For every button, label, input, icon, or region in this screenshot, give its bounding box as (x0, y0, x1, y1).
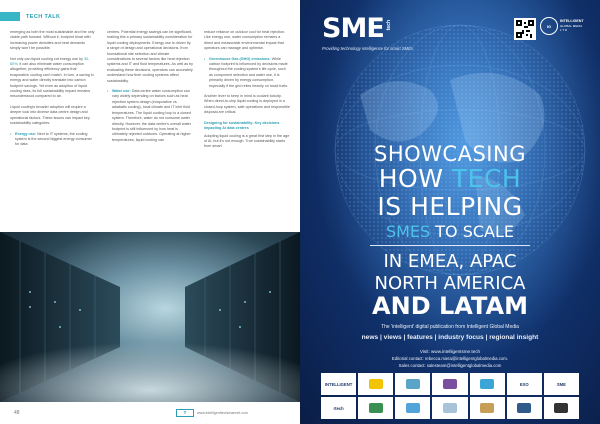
intelligent-global-media-logo (540, 17, 594, 35)
headline-line-2a: HOW (378, 164, 452, 193)
sponsor-logo-icon (443, 379, 457, 389)
igm-name: INTELLIGENT (560, 19, 584, 24)
sales-contact[interactable]: Sales contact: salesteam@intelligentglobalmedia.com (398, 363, 502, 368)
headline-line-5: IN EMEA, APAC (383, 251, 517, 272)
headline-line-6: NORTH AMERICA (374, 273, 526, 294)
col3-subheading: Designing for sustainability: Key decisions impacting AI data centres (204, 120, 280, 131)
headline-line-2 (300, 166, 600, 191)
bullet-label-water: Water use: (112, 89, 131, 94)
section-tab (0, 12, 60, 21)
sponsor-logo-icon (517, 403, 531, 413)
bullet-text-ghg: While carbon footprint is influenced by decisions made throughout the cooling system's life cycle, such as component selection and water use, it is primarily driven by energy consumption, especially if the grid relies heavily on fossil fuels. (209, 56, 289, 88)
col1-paragraph-3: Liquid cooling's broader adoption will require a deeper look into diverse data centre design and operational factors. These issues can impact key sustainability categories: (10, 104, 90, 126)
col1-bullet-energy (10, 132, 96, 148)
igm-circle-icon: IG (540, 17, 558, 35)
headline-line-3: IS HELPING (377, 192, 523, 221)
sponsor-logo-icon (369, 379, 383, 389)
qr-code-icon[interactable] (514, 18, 536, 40)
sponsor-logo: EXO (507, 373, 542, 395)
headline-line-4a: SMES (385, 222, 431, 241)
headline-divider (370, 245, 530, 246)
col3-paragraph-1: reduce reliance on outdoor cool for heat rejection. Like energy use, water consumption remains a direct and measurable environmental impact that operators can manage and optimise. (204, 30, 286, 51)
section-label: TECH TALK (26, 13, 61, 20)
headline-line-7: AND LATAM (372, 292, 528, 320)
sponsor-logo-icon (480, 379, 494, 389)
col1-paragraph-2 (10, 57, 96, 100)
bullet-label-ghg: Greenhouse Gas (GHG) emissions: (209, 56, 271, 61)
sponsor-logo-icon (406, 379, 420, 389)
sponsor-logo (358, 373, 393, 395)
footer-url[interactable]: www.intelligenttechchannel.com (197, 411, 248, 415)
col1-p2-text-a: Not only can liquid cooling cut energy use by (10, 56, 84, 61)
col2-paragraph-1: centres. Potential energy savings can be significant, making this a primary sustainability consideration for liquid cooling deployments. Energy use is driven by a range of design and operational decisions, from foundational site selection and climate considerations to several factors like heat rejection systems and IT and fluid temperatures. As well as by evaluating these decisions, operators can accurately understand how their cooling systems affect sustainability. (107, 30, 194, 83)
headline-line-2b: TECH (451, 164, 522, 193)
article-column-3 (204, 30, 290, 155)
logo-wordmark: SME (322, 13, 384, 44)
cover-tagline: Providing technology intelligence for smart SMEs (322, 46, 414, 51)
footer-logo-icon: T (176, 409, 194, 417)
publication-blurb: The 'intelligent' digital publication from Intelligent Global Media (381, 324, 519, 330)
left-page-footer (0, 404, 300, 424)
col2-bullet-water (107, 89, 193, 143)
bullet-label-energy: Energy use: (15, 131, 37, 136)
page-number: 48 (14, 410, 20, 416)
igm-sub: GLOBAL MEDIA (560, 23, 583, 28)
sme-tech-logo (322, 13, 392, 44)
sponsor-logo (470, 373, 505, 395)
col3-bullet-ghg (204, 57, 290, 89)
server-racks-illustration (0, 232, 300, 402)
section-tab-bar (0, 12, 20, 21)
sponsor-logo-grid (321, 373, 579, 419)
publication-categories: news | views | features | industry focus | regional insight (361, 334, 539, 341)
col1-p2-text-b: , it can also eliminate water consumption altogether, providing efficiency gains that evaporative cooling can't match. In turn, a saving in energy and water directly translate into carbon footprint savings. Yet even as adoption of liquid cooling rises, its full sustainability impact remains misunderstood compared to air. (10, 62, 94, 99)
article-column-2 (107, 30, 193, 148)
sponsor-logo-icon (406, 403, 420, 413)
bullet-text-water: Data centre water consumption can vary widely depending on factors such as heat rejection system design (evaporative vs. adiabatic cooling), local climate and IT inlet fluid temperatures. The liquid cooling loop is a closed system. Therefore, water do not consume water directly. However, the data centre's overall water footprint is still influenced by how heat is ultimately rejected outdoors. Operating at higher temperatures, liquid cooling can (112, 89, 191, 142)
sponsor-logo-icon (369, 403, 383, 413)
headline-line-4b: TO SCALE (430, 222, 515, 241)
visit-url[interactable]: Visit: www.intelligentsme.tech (419, 349, 481, 354)
sponsor-logo (432, 397, 467, 419)
bullet-text-energy: Next to IT systems, the cooling system is the second biggest energy consumer for data (15, 131, 92, 147)
col3-paragraph-3: Another lever to keep in mind is coolant toxicity. When direct-to-chip liquid cooling is deployed in a closed-loop system, safe operations and responsible disposal are critical. (204, 94, 290, 115)
headline-line-1: SHOWCASING (374, 142, 526, 166)
sponsor-logo (358, 397, 393, 419)
sponsor-logo (432, 373, 467, 395)
sponsor-logo-icon (480, 403, 494, 413)
igm-logo-text (560, 19, 594, 32)
headline-line-4 (300, 224, 600, 240)
col3-paragraph-4: Adopting liquid cooling is a great first step in the age of AI, but it's not enough. True sustainability starts from smart (204, 133, 290, 149)
sponsor-logo (470, 397, 505, 419)
sponsor-logo: INTELLIGENT (321, 373, 356, 395)
col1-paragraph-1: emerging as both the most sustainable and the only viable path forward. Without it, footprint bloat with increasing power densities and heat demands simply won't be possible. (10, 30, 95, 51)
sponsor-logo: rtech (321, 397, 356, 419)
sponsor-logo-icon (554, 403, 568, 413)
editorial-contact[interactable]: Editorial contact: rebecca.mieta@intelligentglobalmedia.com. (391, 356, 509, 361)
sponsor-logo (395, 373, 430, 395)
stat-link[interactable]: 30-60% (10, 56, 90, 67)
igm-sub2: L T D (560, 28, 568, 33)
sponsor-logo (544, 397, 579, 419)
sponsor-logo (507, 397, 542, 419)
sponsor-logo (395, 397, 430, 419)
logo-suffix: tech (385, 20, 392, 31)
server-room-photo (0, 232, 300, 402)
sponsor-logo: SME (544, 373, 579, 395)
sponsor-logo-icon (443, 403, 457, 413)
article-column-1 (10, 30, 96, 153)
cover-page (300, 0, 600, 424)
